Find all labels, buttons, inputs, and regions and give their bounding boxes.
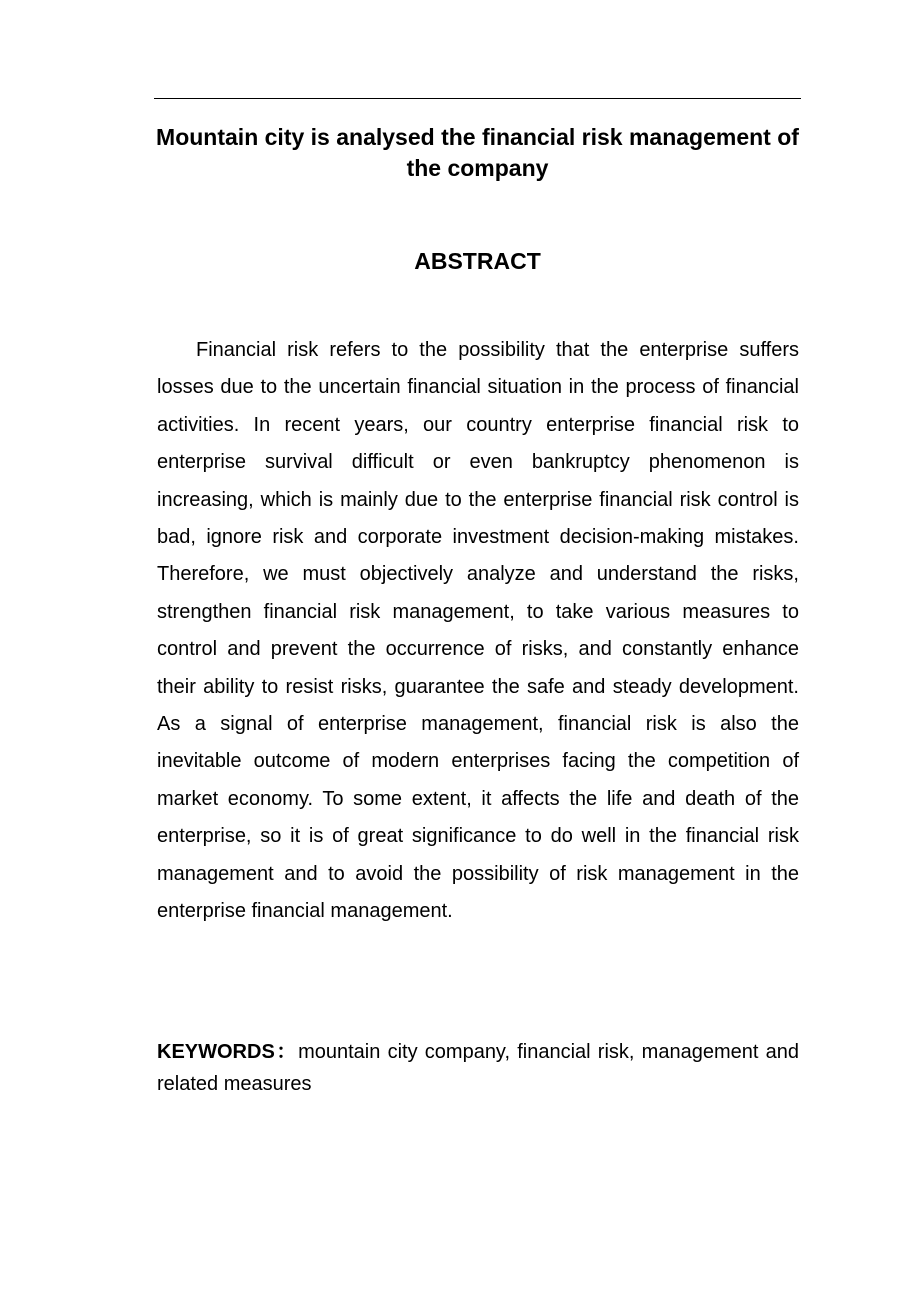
abstract-heading: ABSTRACT: [414, 248, 541, 274]
keywords-label: KEYWORDS：: [157, 1041, 299, 1063]
header-divider: [154, 98, 801, 99]
paper-title: Mountain city is analysed the financial risk management of the company: [156, 124, 799, 181]
abstract-paragraph: Financial risk refers to the possibility that the enterprise suffers losses due to the uncertain financial situation in the process of financial activities. In recent years, our country enterprise financial risk to enterprise survival difficult or even bankruptcy phenomenon is increasing, which is mainly due to the enterprise financial risk control is bad, ignore risk and corporate investment decision-making mistakes. Therefore, we must objectively analyze and understand the risks, strengthen financial risk management, to take various measures to control and prevent the occurrence of risks, and constantly enhance their ability to resist risks, guarantee the safe and steady development. As a signal of enterprise management, financial risk is also the inevitable outcome of modern enterprises facing the competition of market economy. To some extent, it affects the life and death of the enterprise, so it is of great significance to do well in the financial risk management and to avoid the possibility of risk management in the enterprise financial management.: [157, 339, 799, 923]
keywords-text: mountain city company, financial risk, management and related measures: [157, 1041, 799, 1095]
keywords-line: [157, 1036, 799, 1100]
